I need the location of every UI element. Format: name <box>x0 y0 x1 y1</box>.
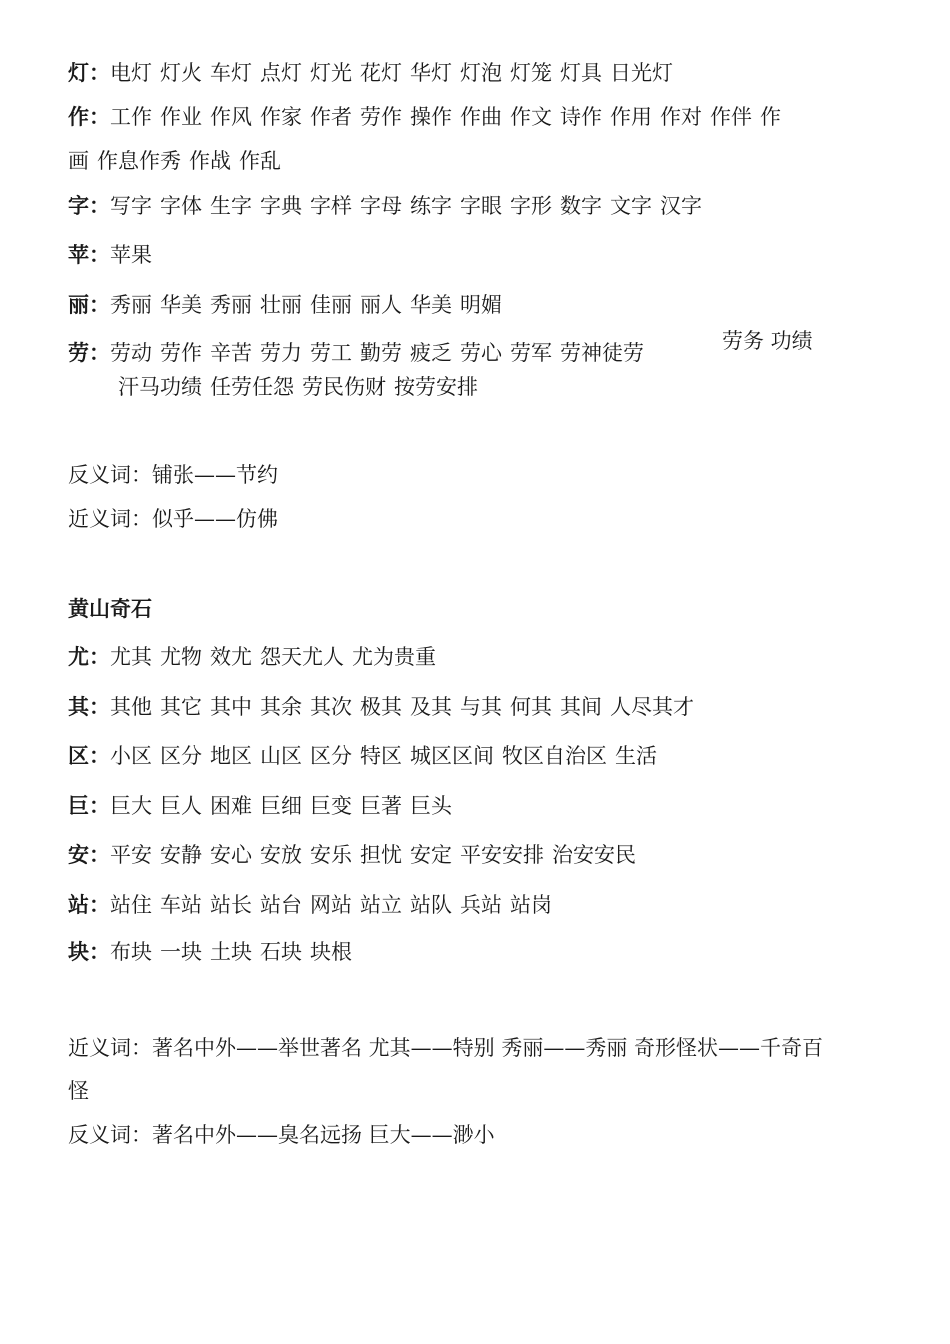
word: 平安 <box>110 843 152 867</box>
word: 工作 <box>110 105 152 129</box>
antonym-line: 反义词：著名中外——臭名远扬 巨大——渺小 <box>68 1123 495 1147</box>
word: 站台 <box>260 893 302 917</box>
word: 明媚 <box>460 293 502 317</box>
word: 安心 <box>210 843 252 867</box>
word: 字形 <box>510 194 552 218</box>
word-list <box>110 794 460 818</box>
word: 字眼 <box>460 194 502 218</box>
word: 人尽其才 <box>610 695 694 719</box>
head-char: 字： <box>68 193 110 218</box>
word: 任劳任怨 <box>210 375 294 399</box>
synonym-line-cont: 怪 <box>68 1079 89 1103</box>
word: 巨著 <box>360 794 402 818</box>
word: 巨头 <box>410 794 452 818</box>
word: 画 <box>68 149 89 173</box>
word: 操作 <box>410 105 452 129</box>
word: 其他 <box>110 695 152 719</box>
head-char: 丽： <box>68 292 110 317</box>
word: 小区 <box>110 744 152 768</box>
entry-lao-cont <box>118 374 486 400</box>
word: 佳丽 <box>310 293 352 317</box>
word: 勤劳 <box>360 341 402 365</box>
word: 劳工 <box>310 341 352 365</box>
head-char: 尤： <box>68 644 110 669</box>
word: 作者 <box>310 105 352 129</box>
word-list <box>110 893 560 917</box>
word: 一块 <box>160 940 202 964</box>
word: 文字 <box>610 194 652 218</box>
word: 花灯 <box>360 61 402 85</box>
entry-deng <box>68 60 681 86</box>
word: 作战 <box>189 149 231 173</box>
word: 区分 <box>160 744 202 768</box>
word: 生活 <box>615 744 657 768</box>
entry-kuai <box>68 939 360 965</box>
word-list <box>110 61 681 85</box>
word: 车灯 <box>210 61 252 85</box>
word: 作家 <box>260 105 302 129</box>
head-char: 灯： <box>68 60 110 85</box>
word: 兵站 <box>460 893 502 917</box>
word: 及其 <box>410 695 452 719</box>
word: 电灯 <box>110 61 152 85</box>
word: 极其 <box>360 695 402 719</box>
word: 土块 <box>210 940 252 964</box>
entry-an <box>68 842 644 868</box>
word: 写字 <box>110 194 152 218</box>
word: 区分 <box>310 744 352 768</box>
word: 安静 <box>160 843 202 867</box>
word: 灯笼 <box>510 61 552 85</box>
word: 作乱 <box>239 149 281 173</box>
word-list <box>110 744 665 768</box>
word: 作风 <box>210 105 252 129</box>
word: 劳神徒劳 <box>560 341 644 365</box>
entry-li <box>68 292 510 318</box>
word: 秀丽 <box>110 293 152 317</box>
word: 数字 <box>560 194 602 218</box>
word: 其余 <box>260 695 302 719</box>
word: 字典 <box>260 194 302 218</box>
word: 与其 <box>460 695 502 719</box>
word-list <box>110 695 702 719</box>
word: 山区 <box>260 744 302 768</box>
word: 灯具 <box>560 61 602 85</box>
word: 作曲 <box>460 105 502 129</box>
word: 壮丽 <box>260 293 302 317</box>
word: 劳作 <box>360 105 402 129</box>
word: 丽人 <box>360 293 402 317</box>
synonym-line: 近义词：著名中外——举世著名 尤其——特别 秀丽——秀丽 奇形怪状——千奇百 <box>68 1036 824 1060</box>
entry-qi <box>68 694 702 720</box>
word: 站岗 <box>510 893 552 917</box>
word: 作对 <box>660 105 702 129</box>
word-list <box>68 149 289 173</box>
word-list <box>110 940 360 964</box>
word: 担忧 <box>360 843 402 867</box>
head-char: 站： <box>68 892 110 917</box>
word: 站队 <box>410 893 452 917</box>
word: 治安安民 <box>552 843 636 867</box>
word-list <box>110 293 510 317</box>
synonym-line: 近义词：似乎——仿佛 <box>68 507 278 531</box>
entry-lao <box>68 340 652 366</box>
word: 怨天尤人 <box>260 645 344 669</box>
word: 尤其 <box>110 645 152 669</box>
word: 特区 <box>360 744 402 768</box>
head-char: 块： <box>68 939 110 964</box>
word: 作伴 <box>710 105 752 129</box>
entry-lao-extra: 劳务 功绩 <box>722 329 813 353</box>
word-list <box>110 105 789 129</box>
word: 汉字 <box>660 194 702 218</box>
word: 牧区自治区 <box>502 744 607 768</box>
word: 困难 <box>210 794 252 818</box>
head-char: 其： <box>68 694 110 719</box>
entry-ju <box>68 793 460 819</box>
word: 何其 <box>510 695 552 719</box>
word-list <box>110 243 160 267</box>
word: 劳民伤财 <box>302 375 386 399</box>
entry-zuo <box>68 104 789 130</box>
word: 作用 <box>610 105 652 129</box>
word: 石块 <box>260 940 302 964</box>
word: 地区 <box>210 744 252 768</box>
antonym-line: 反义词：铺张——节约 <box>68 463 278 487</box>
word: 尤为贵重 <box>352 645 436 669</box>
word: 苹果 <box>110 243 152 267</box>
word: 作息作秀 <box>97 149 181 173</box>
word: 站立 <box>360 893 402 917</box>
word: 其中 <box>210 695 252 719</box>
word: 城区区间 <box>410 744 494 768</box>
word: 站住 <box>110 893 152 917</box>
word: 灯泡 <box>460 61 502 85</box>
word-list <box>110 194 710 218</box>
word: 劳力 <box>260 341 302 365</box>
word-list <box>110 843 644 867</box>
word: 辛苦 <box>210 341 252 365</box>
word: 诗作 <box>560 105 602 129</box>
head-char: 区： <box>68 743 110 768</box>
entry-qu <box>68 743 665 769</box>
word: 巨细 <box>260 794 302 818</box>
head-char: 劳： <box>68 340 110 365</box>
word: 车站 <box>160 893 202 917</box>
word: 作业 <box>160 105 202 129</box>
word: 作 <box>760 105 781 129</box>
word: 按劳安排 <box>394 375 478 399</box>
word: 其次 <box>310 695 352 719</box>
word: 点灯 <box>260 61 302 85</box>
word: 秀丽 <box>210 293 252 317</box>
head-char: 苹： <box>68 242 110 267</box>
head-char: 安： <box>68 842 110 867</box>
word: 巨变 <box>310 794 352 818</box>
word: 生字 <box>210 194 252 218</box>
word: 巨大 <box>110 794 152 818</box>
word: 安定 <box>410 843 452 867</box>
entry-you <box>68 644 444 670</box>
word: 平安安排 <box>460 843 544 867</box>
word: 作文 <box>510 105 552 129</box>
word: 网站 <box>310 893 352 917</box>
word: 其间 <box>560 695 602 719</box>
entry-zhan <box>68 892 560 918</box>
word: 练字 <box>410 194 452 218</box>
word: 其它 <box>160 695 202 719</box>
head-char: 巨： <box>68 793 110 818</box>
word: 效尤 <box>210 645 252 669</box>
word: 字母 <box>360 194 402 218</box>
word: 劳动 <box>110 341 152 365</box>
word: 尤物 <box>160 645 202 669</box>
word: 巨人 <box>160 794 202 818</box>
word: 灯火 <box>160 61 202 85</box>
word: 华美 <box>160 293 202 317</box>
word: 汗马功绩 <box>118 375 202 399</box>
word: 块根 <box>310 940 352 964</box>
word: 安乐 <box>310 843 352 867</box>
word: 安放 <box>260 843 302 867</box>
word: 灯光 <box>310 61 352 85</box>
word: 疲乏 <box>410 341 452 365</box>
word-list <box>118 375 486 399</box>
word-list <box>110 341 652 365</box>
word: 华灯 <box>410 61 452 85</box>
word: 站长 <box>210 893 252 917</box>
word: 日光灯 <box>610 61 673 85</box>
word: 劳军 <box>510 341 552 365</box>
entry-zi <box>68 193 710 219</box>
word: 劳作 <box>160 341 202 365</box>
word: 华美 <box>410 293 452 317</box>
entry-zuo-cont <box>68 148 289 174</box>
head-char: 作： <box>68 104 110 129</box>
entry-ping <box>68 242 160 268</box>
word: 字样 <box>310 194 352 218</box>
word: 字体 <box>160 194 202 218</box>
word: 劳心 <box>460 341 502 365</box>
word: 布块 <box>110 940 152 964</box>
word-list <box>110 645 444 669</box>
section-title: 黄山奇石 <box>68 596 152 621</box>
